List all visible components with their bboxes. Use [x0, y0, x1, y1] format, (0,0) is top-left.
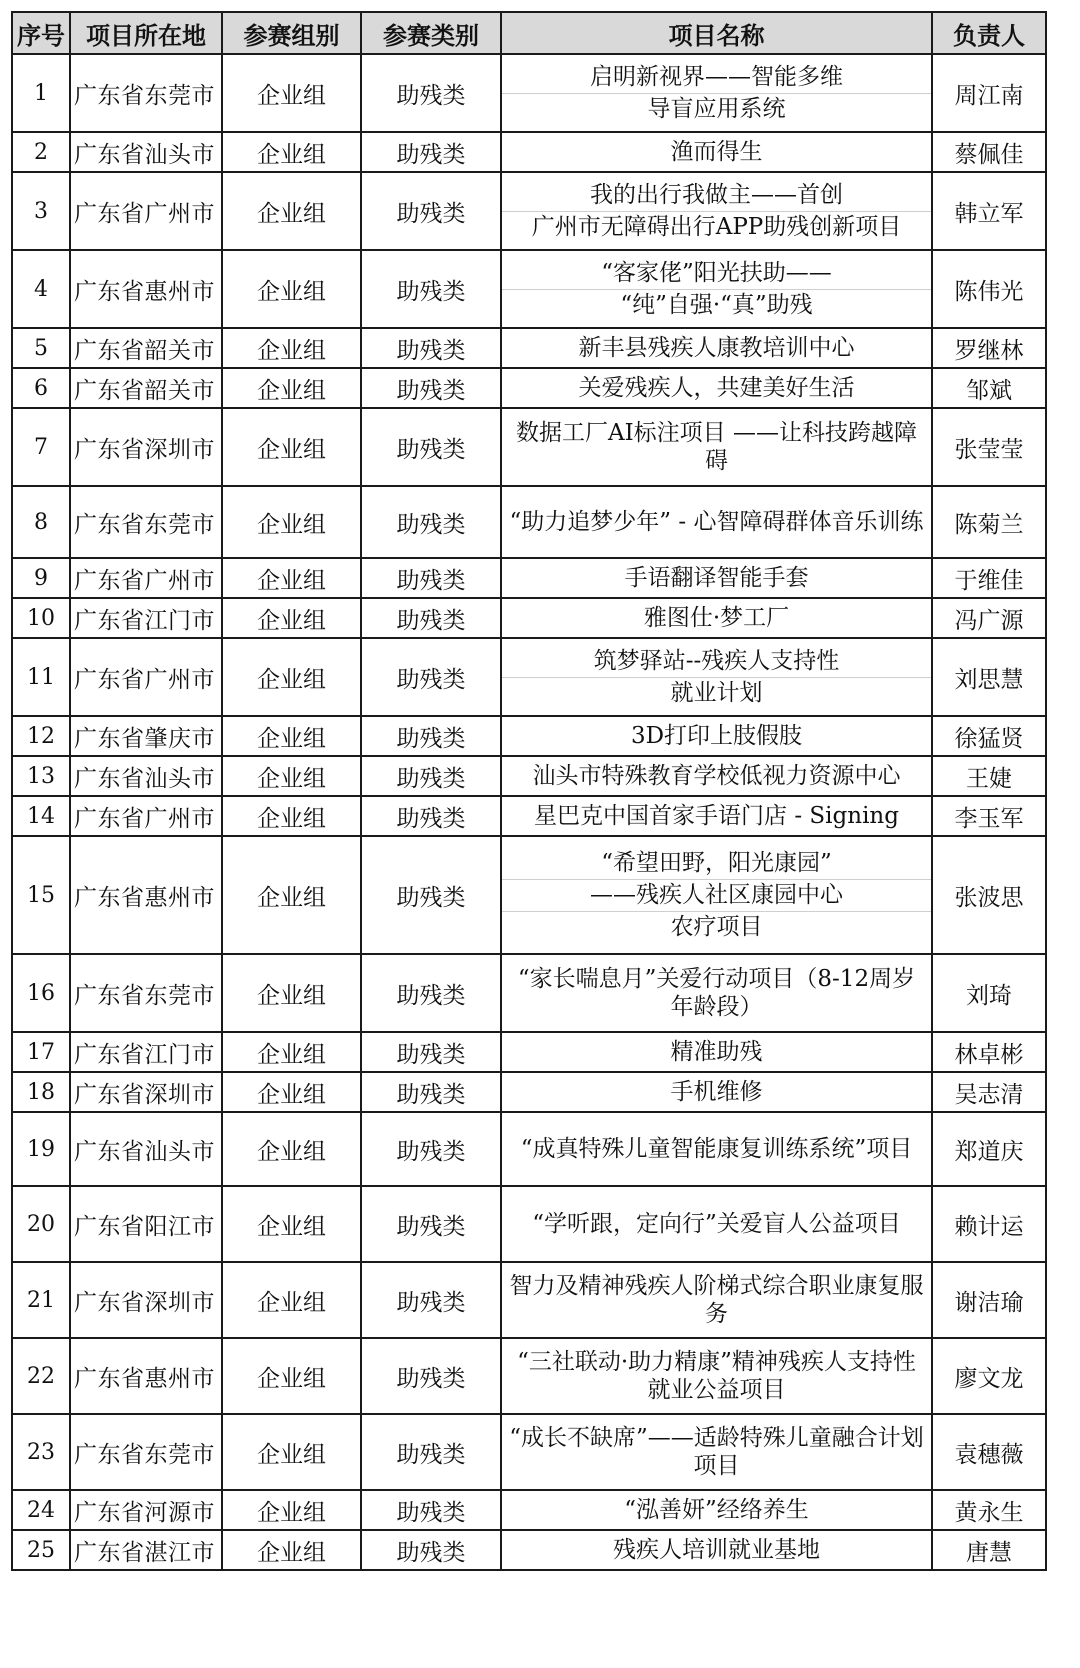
entry-group: 企业组 [222, 1338, 361, 1414]
project-name [501, 328, 932, 368]
project-city: 广东省广州市 [70, 638, 222, 716]
entry-group: 企业组 [222, 368, 361, 408]
project-name-text: “家长喘息月”关爱行动项目（8-12周岁年龄段） [517, 966, 916, 1020]
row-number: 13 [12, 756, 70, 796]
table-body [12, 54, 1046, 1570]
project-name-text: “助力追梦少年” - 心智障碍群体音乐训练 [509, 509, 924, 535]
table-row [12, 558, 1046, 598]
project-name-line: 手语翻译智能手套 [624, 564, 809, 591]
row-number: 22 [12, 1338, 70, 1414]
project-name [501, 1072, 932, 1112]
table-row [12, 1032, 1046, 1072]
entry-category: 助残类 [361, 1112, 501, 1186]
project-city: 广东省东莞市 [70, 954, 222, 1032]
project-name [501, 172, 932, 250]
project-name-line: 精准助残 [670, 1038, 763, 1065]
project-lead: 吴志清 [932, 1072, 1046, 1112]
entry-group: 企业组 [222, 954, 361, 1032]
project-name-line: 3D打印上肢假肢 [630, 722, 803, 749]
header-cell-person: 负责人 [932, 12, 1046, 54]
project-name [501, 836, 932, 954]
project-name-line: 新丰县残疾人康教培训中心 [578, 334, 855, 361]
project-name [501, 1112, 932, 1186]
row-number: 21 [12, 1262, 70, 1338]
project-name-text: “成真特殊儿童智能康复训练系统”项目 [520, 1136, 913, 1162]
project-city: 广东省惠州市 [70, 836, 222, 954]
project-name-line: 广州市无障碍出行APP助残创新项目 [502, 211, 931, 243]
project-lead: 袁穗薇 [932, 1414, 1046, 1490]
project-name [501, 796, 932, 836]
row-number: 25 [12, 1530, 70, 1570]
project-name [501, 250, 932, 328]
entry-category: 助残类 [361, 1072, 501, 1112]
table-row [12, 1338, 1046, 1414]
entry-group: 企业组 [222, 716, 361, 756]
entry-category: 助残类 [361, 328, 501, 368]
project-name [501, 486, 932, 558]
entry-category: 助残类 [361, 558, 501, 598]
project-lead: 张波思 [932, 836, 1046, 954]
header-cell-group: 参赛组别 [222, 12, 361, 54]
row-number: 23 [12, 1414, 70, 1490]
entry-category: 助残类 [361, 368, 501, 408]
project-name [501, 1032, 932, 1072]
header-cell-project-name: 项目名称 [501, 12, 932, 54]
project-city: 广东省河源市 [70, 1490, 222, 1530]
header-cell-city: 项目所在地 [70, 12, 222, 54]
table-row [12, 1112, 1046, 1186]
row-number: 15 [12, 836, 70, 954]
row-number: 18 [12, 1072, 70, 1112]
table-row [12, 1262, 1046, 1338]
table-row [12, 408, 1046, 486]
row-number: 7 [12, 408, 70, 486]
row-number: 6 [12, 368, 70, 408]
project-name-line: 关爱残疾人，共建美好生活 [578, 374, 855, 401]
entry-category: 助残类 [361, 598, 501, 638]
project-name-line: “纯”自强·“真”助残 [502, 289, 931, 321]
project-city: 广东省江门市 [70, 1032, 222, 1072]
header-row [12, 12, 1046, 54]
project-city: 广东省阳江市 [70, 1186, 222, 1262]
project-name [501, 1490, 932, 1530]
project-name-line: 渔而得生 [670, 138, 763, 165]
project-name [501, 1262, 932, 1338]
table-row [12, 638, 1046, 716]
project-city: 广东省东莞市 [70, 54, 222, 132]
project-lead: 韩立军 [932, 172, 1046, 250]
table-row [12, 796, 1046, 836]
header-cell-category: 参赛类别 [361, 12, 501, 54]
row-number: 11 [12, 638, 70, 716]
project-name-line: “泓善妍”经络养生 [624, 1496, 809, 1523]
project-name [501, 558, 932, 598]
table-row [12, 954, 1046, 1032]
project-city: 广东省湛江市 [70, 1530, 222, 1570]
project-name-line: 残疾人培训就业基地 [613, 1536, 820, 1563]
project-name [501, 132, 932, 172]
project-city: 广东省广州市 [70, 172, 222, 250]
entry-category: 助残类 [361, 1262, 501, 1338]
table-row [12, 132, 1046, 172]
project-lead: 廖文龙 [932, 1338, 1046, 1414]
header-cell-no: 序号 [12, 12, 70, 54]
project-city: 广东省惠州市 [70, 1338, 222, 1414]
project-city: 广东省深圳市 [70, 1262, 222, 1338]
table-row [12, 250, 1046, 328]
project-name-line: 星巴克中国首家手语门店 - Signing [534, 802, 899, 829]
entry-category: 助残类 [361, 54, 501, 132]
project-name [501, 1338, 932, 1414]
entry-group: 企业组 [222, 638, 361, 716]
entry-group: 企业组 [222, 598, 361, 638]
entry-group: 企业组 [222, 250, 361, 328]
project-name-text: “三社联动·助力精康”精神残疾人支持性就业公益项目 [517, 1349, 916, 1403]
entry-group: 企业组 [222, 756, 361, 796]
row-number: 12 [12, 716, 70, 756]
entry-group: 企业组 [222, 172, 361, 250]
entry-category: 助残类 [361, 132, 501, 172]
project-lead: 罗继林 [932, 328, 1046, 368]
project-city: 广东省广州市 [70, 558, 222, 598]
entry-category: 助残类 [361, 1338, 501, 1414]
project-lead: 于维佳 [932, 558, 1046, 598]
project-lead: 林卓彬 [932, 1032, 1046, 1072]
table-row [12, 172, 1046, 250]
row-number: 24 [12, 1490, 70, 1530]
row-number: 3 [12, 172, 70, 250]
project-city: 广东省汕头市 [70, 132, 222, 172]
row-number: 9 [12, 558, 70, 598]
project-name [501, 408, 932, 486]
row-number: 17 [12, 1032, 70, 1072]
project-lead: 张莹莹 [932, 408, 1046, 486]
project-lead: 王婕 [932, 756, 1046, 796]
project-lead: 蔡佩佳 [932, 132, 1046, 172]
entry-category: 助残类 [361, 1186, 501, 1262]
project-name [501, 368, 932, 408]
project-lead: 郑道庆 [932, 1112, 1046, 1186]
project-city: 广东省汕头市 [70, 1112, 222, 1186]
project-name-line: 筑梦驿站--残疾人支持性 [593, 647, 840, 674]
project-lead: 唐慧 [932, 1530, 1046, 1570]
table-row [12, 1072, 1046, 1112]
row-number: 4 [12, 250, 70, 328]
project-table [11, 11, 1047, 1571]
project-name [501, 54, 932, 132]
entry-category: 助残类 [361, 1032, 501, 1072]
entry-category: 助残类 [361, 1414, 501, 1490]
entry-group: 企业组 [222, 1032, 361, 1072]
project-name-text: 智力及精神残疾人阶梯式综合职业康复服务 [509, 1273, 924, 1327]
project-name-line: 我的出行我做主——首创 [590, 181, 843, 208]
project-name-line: 导盲应用系统 [502, 93, 931, 125]
project-city: 广东省韶关市 [70, 328, 222, 368]
table-row [12, 1414, 1046, 1490]
project-lead: 冯广源 [932, 598, 1046, 638]
entry-group: 企业组 [222, 1414, 361, 1490]
project-lead: 李玉军 [932, 796, 1046, 836]
project-lead: 邹斌 [932, 368, 1046, 408]
entry-group: 企业组 [222, 1262, 361, 1338]
project-city: 广东省汕头市 [70, 756, 222, 796]
entry-group: 企业组 [222, 1186, 361, 1262]
project-name [501, 1414, 932, 1490]
entry-category: 助残类 [361, 954, 501, 1032]
project-lead: 黄永生 [932, 1490, 1046, 1530]
entry-category: 助残类 [361, 638, 501, 716]
table-row [12, 328, 1046, 368]
project-name [501, 1186, 932, 1262]
project-city: 广东省广州市 [70, 796, 222, 836]
entry-group: 企业组 [222, 328, 361, 368]
entry-category: 助残类 [361, 716, 501, 756]
project-city: 广东省东莞市 [70, 1414, 222, 1490]
project-name [501, 756, 932, 796]
entry-category: 助残类 [361, 756, 501, 796]
project-lead: 刘琦 [932, 954, 1046, 1032]
project-name [501, 598, 932, 638]
project-city: 广东省深圳市 [70, 1072, 222, 1112]
row-number: 1 [12, 54, 70, 132]
project-name-line: 农疗项目 [502, 911, 931, 943]
project-city: 广东省江门市 [70, 598, 222, 638]
project-name [501, 638, 932, 716]
project-name [501, 954, 932, 1032]
entry-group: 企业组 [222, 1072, 361, 1112]
entry-category: 助残类 [361, 172, 501, 250]
row-number: 5 [12, 328, 70, 368]
entry-group: 企业组 [222, 836, 361, 954]
table-row [12, 1490, 1046, 1530]
table-row [12, 716, 1046, 756]
entry-category: 助残类 [361, 408, 501, 486]
table-row [12, 54, 1046, 132]
project-name-line: ——残疾人社区康园中心 [502, 879, 931, 911]
row-number: 20 [12, 1186, 70, 1262]
project-name-line: 雅图仕·梦工厂 [643, 604, 790, 631]
project-city: 广东省东莞市 [70, 486, 222, 558]
entry-group: 企业组 [222, 796, 361, 836]
project-name [501, 716, 932, 756]
row-number: 14 [12, 796, 70, 836]
entry-category: 助残类 [361, 1530, 501, 1570]
entry-group: 企业组 [222, 132, 361, 172]
project-lead: 徐猛贤 [932, 716, 1046, 756]
project-name-text: “学听跟，定向行”关爱盲人公益项目 [532, 1211, 901, 1237]
entry-category: 助残类 [361, 1490, 501, 1530]
project-lead: 周江南 [932, 54, 1046, 132]
entry-group: 企业组 [222, 1530, 361, 1570]
table-row [12, 598, 1046, 638]
entry-category: 助残类 [361, 836, 501, 954]
project-lead: 赖计运 [932, 1186, 1046, 1262]
row-number: 8 [12, 486, 70, 558]
project-name-line: “希望田野，阳光康园” [601, 849, 832, 876]
project-lead: 谢洁瑜 [932, 1262, 1046, 1338]
project-city: 广东省肇庆市 [70, 716, 222, 756]
entry-group: 企业组 [222, 558, 361, 598]
project-name-text: 数据工厂AI标注项目 ——让科技跨越障碍 [515, 420, 917, 474]
project-city: 广东省惠州市 [70, 250, 222, 328]
project-city: 广东省韶关市 [70, 368, 222, 408]
project-name-line: “客家佬”阳光扶助—— [601, 259, 832, 286]
entry-category: 助残类 [361, 796, 501, 836]
row-number: 16 [12, 954, 70, 1032]
table-row [12, 756, 1046, 796]
entry-group: 企业组 [222, 54, 361, 132]
project-lead: 陈伟光 [932, 250, 1046, 328]
project-name-line: 就业计划 [502, 677, 931, 709]
project-lead: 刘思慧 [932, 638, 1046, 716]
row-number: 19 [12, 1112, 70, 1186]
table-row [12, 1186, 1046, 1262]
entry-group: 企业组 [222, 1112, 361, 1186]
row-number: 10 [12, 598, 70, 638]
table-row [12, 368, 1046, 408]
project-name-text: “成长不缺席”——适龄特殊儿童融合计划项目 [509, 1425, 924, 1479]
project-name-line: 汕头市特殊教育学校低视力资源中心 [532, 762, 901, 789]
project-lead: 陈菊兰 [932, 486, 1046, 558]
table-row [12, 836, 1046, 954]
project-name-line: 启明新视界——智能多维 [590, 63, 843, 90]
table-row [12, 1530, 1046, 1570]
entry-group: 企业组 [222, 486, 361, 558]
project-name [501, 1530, 932, 1570]
project-city: 广东省深圳市 [70, 408, 222, 486]
entry-group: 企业组 [222, 408, 361, 486]
entry-category: 助残类 [361, 486, 501, 558]
row-number: 2 [12, 132, 70, 172]
table-row [12, 486, 1046, 558]
entry-group: 企业组 [222, 1490, 361, 1530]
project-name-line: 手机维修 [670, 1078, 763, 1105]
entry-category: 助残类 [361, 250, 501, 328]
